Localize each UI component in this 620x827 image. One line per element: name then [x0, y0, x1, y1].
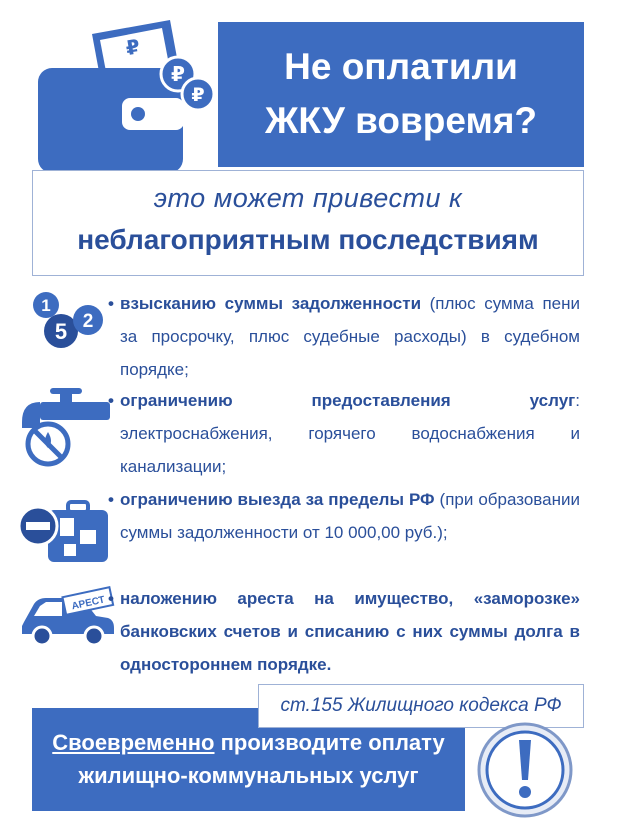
item-2-lead: ограничению предоставления услуг — [120, 391, 576, 410]
title-box — [218, 22, 584, 167]
car-arrest-icon — [18, 588, 116, 648]
item-1-lead: взысканию суммы задолженности — [120, 294, 422, 313]
bullet: • — [108, 391, 114, 410]
wallet-ruble-icon — [30, 14, 220, 179]
subtitle-line1: это может привести к — [153, 183, 463, 213]
svg-text:₽: ₽ — [191, 84, 205, 106]
item-4-lead: наложению ареста на имущество, «заморозке» банковских счетов и списанию с них суммы долга в одностороннем порядке. — [120, 589, 580, 674]
call-line-1 — [32, 726, 465, 759]
page-title-line2: ЖКУ вовремя? — [264, 100, 538, 141]
consequence-item-2 — [108, 384, 580, 483]
subtitle-line2: неблагоприятным последствиям — [77, 224, 539, 255]
consequence-item-4 — [108, 582, 580, 681]
number-1: 1 — [41, 296, 51, 315]
numbered-circles-icon — [30, 290, 108, 352]
item-1-rest: (плюс сумма пени за просрочку, плюс судебные расходы) в судебном порядке; — [120, 294, 580, 379]
page-title-line1: Не оплатили — [284, 46, 518, 87]
bullet: • — [108, 589, 114, 608]
svg-text:₽: ₽ — [171, 62, 185, 86]
call-line-2: жилищно-коммунальных услуг — [78, 763, 419, 788]
faucet-prohibited-icon — [18, 388, 108, 468]
svg-text:₽: ₽ — [123, 34, 142, 61]
bullet: • — [108, 294, 114, 313]
item-3-lead: ограничению выезда за пределы РФ — [120, 490, 435, 509]
consequence-item-1 — [108, 287, 580, 386]
item-3-rest: (при образовании суммы задолженности от 10 000,00 руб.); — [120, 490, 580, 542]
call-line-1-rest: производите оплату — [214, 730, 445, 755]
legal-reference: ст.155 Жилищного кодекса РФ — [258, 684, 584, 728]
call-underlined: Своевременно — [52, 730, 215, 755]
number-2: 2 — [82, 311, 94, 332]
item-2-rest: : электроснабжения, горячего водоснабжения и канализации; — [120, 391, 580, 476]
bullet: • — [108, 490, 114, 509]
luggage-prohibited-icon — [18, 500, 108, 568]
consequence-item-3 — [108, 483, 580, 549]
number-5: 5 — [54, 319, 68, 344]
arrest-sign-text: АРЕСТ — [70, 594, 106, 613]
exclamation-warning-icon — [470, 718, 580, 818]
